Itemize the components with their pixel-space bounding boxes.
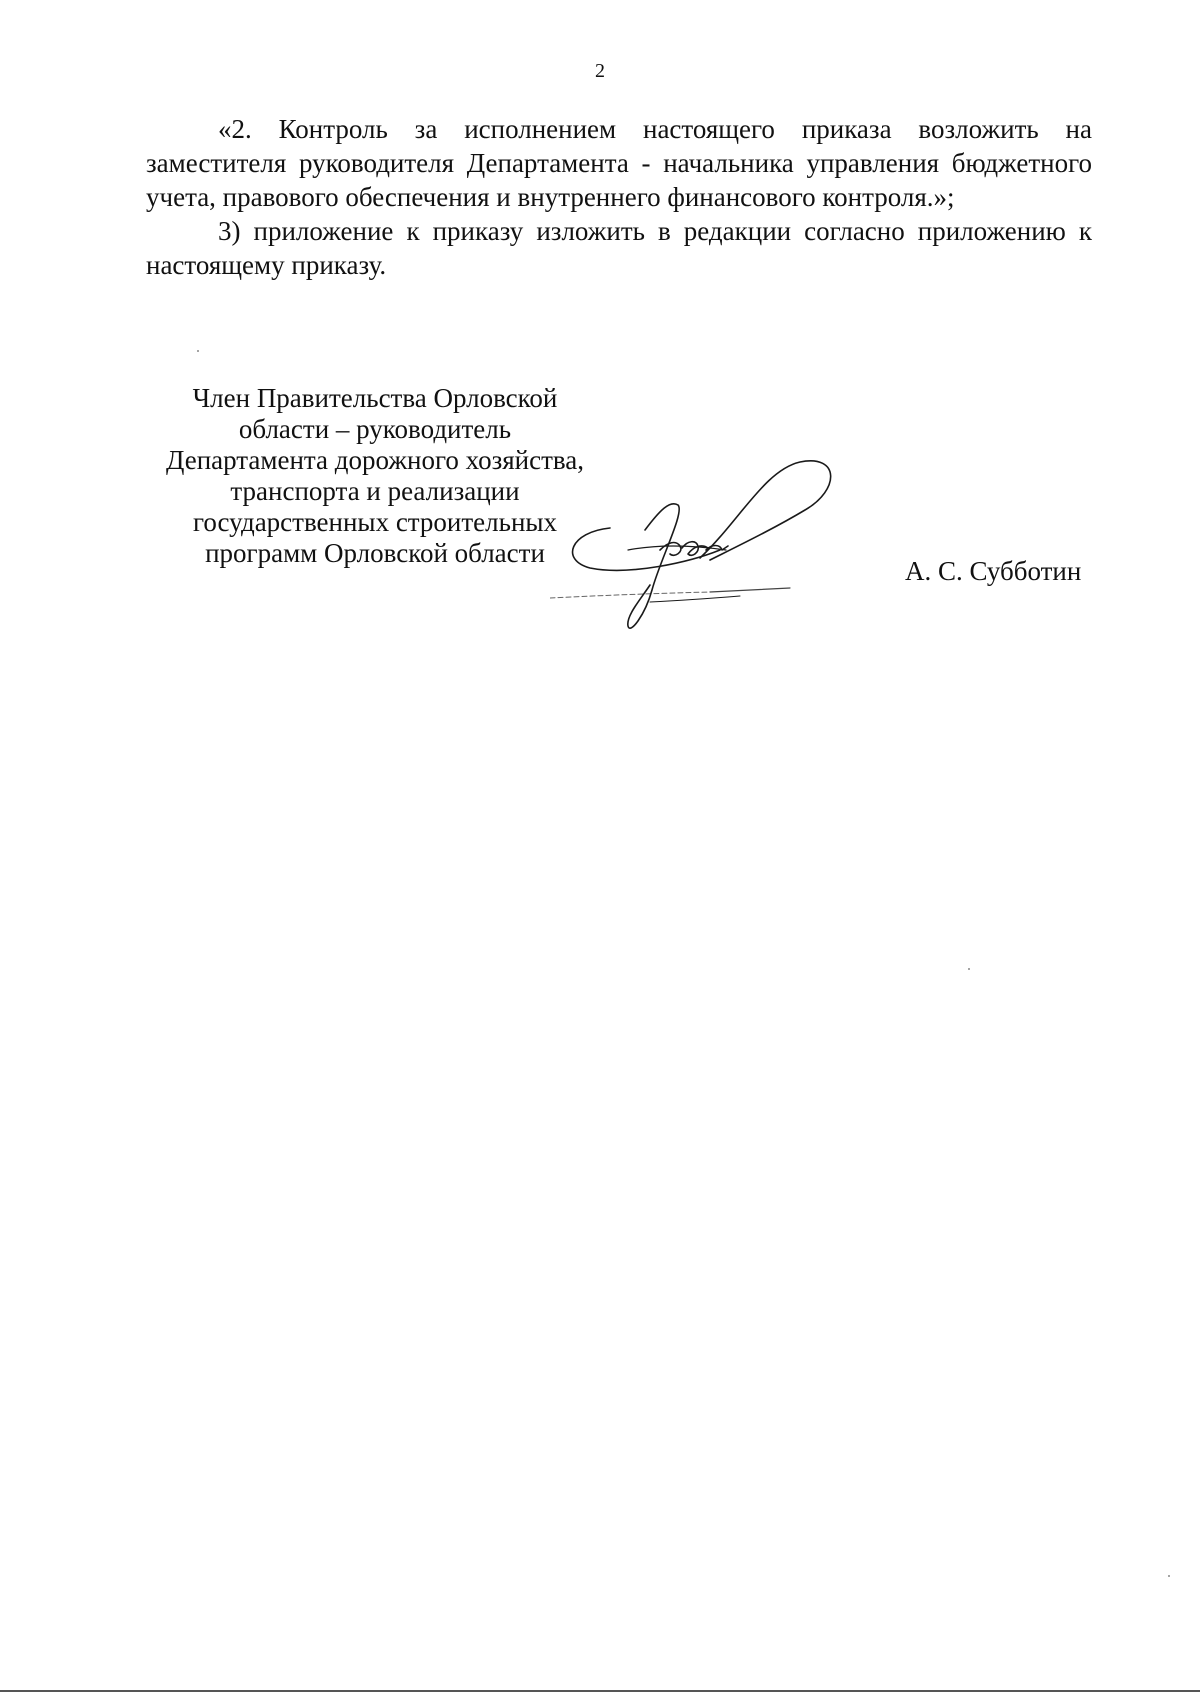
signatory-position-line: области – руководитель bbox=[238, 414, 512, 444]
signatory-position-line: государственных строительных bbox=[192, 507, 558, 537]
document-body bbox=[146, 112, 1092, 282]
page-bottom-edge bbox=[0, 1690, 1200, 1692]
paragraph-appendix-clause: 3) приложение к приказу изложить в редакции согласно приложению к настоящему приказу. bbox=[146, 216, 1092, 280]
signatory-position bbox=[140, 383, 610, 569]
signatory-position-line: Департамента дорожного хозяйства, bbox=[165, 445, 585, 475]
signatory-position-line: транспорта и реализации bbox=[230, 476, 520, 506]
handwritten-signature bbox=[550, 450, 870, 640]
paragraph-control-clause: «2. Контроль за исполнением настоящего приказа возложить на заместителя руководителя Департамента - начальника управления бюджетного учета, правового обеспечения и внутреннего финансового контроля.»; bbox=[146, 114, 1092, 212]
scan-speck bbox=[197, 350, 199, 352]
page-number: 2 bbox=[595, 60, 605, 82]
signatory-position-line: Член Правительства Орловской bbox=[192, 383, 558, 413]
scan-speck bbox=[1168, 1575, 1170, 1577]
scan-speck bbox=[968, 968, 970, 970]
signer-name: А. С. Субботин bbox=[905, 556, 1082, 586]
signatory-position-line: программ Орловской области bbox=[205, 538, 545, 568]
